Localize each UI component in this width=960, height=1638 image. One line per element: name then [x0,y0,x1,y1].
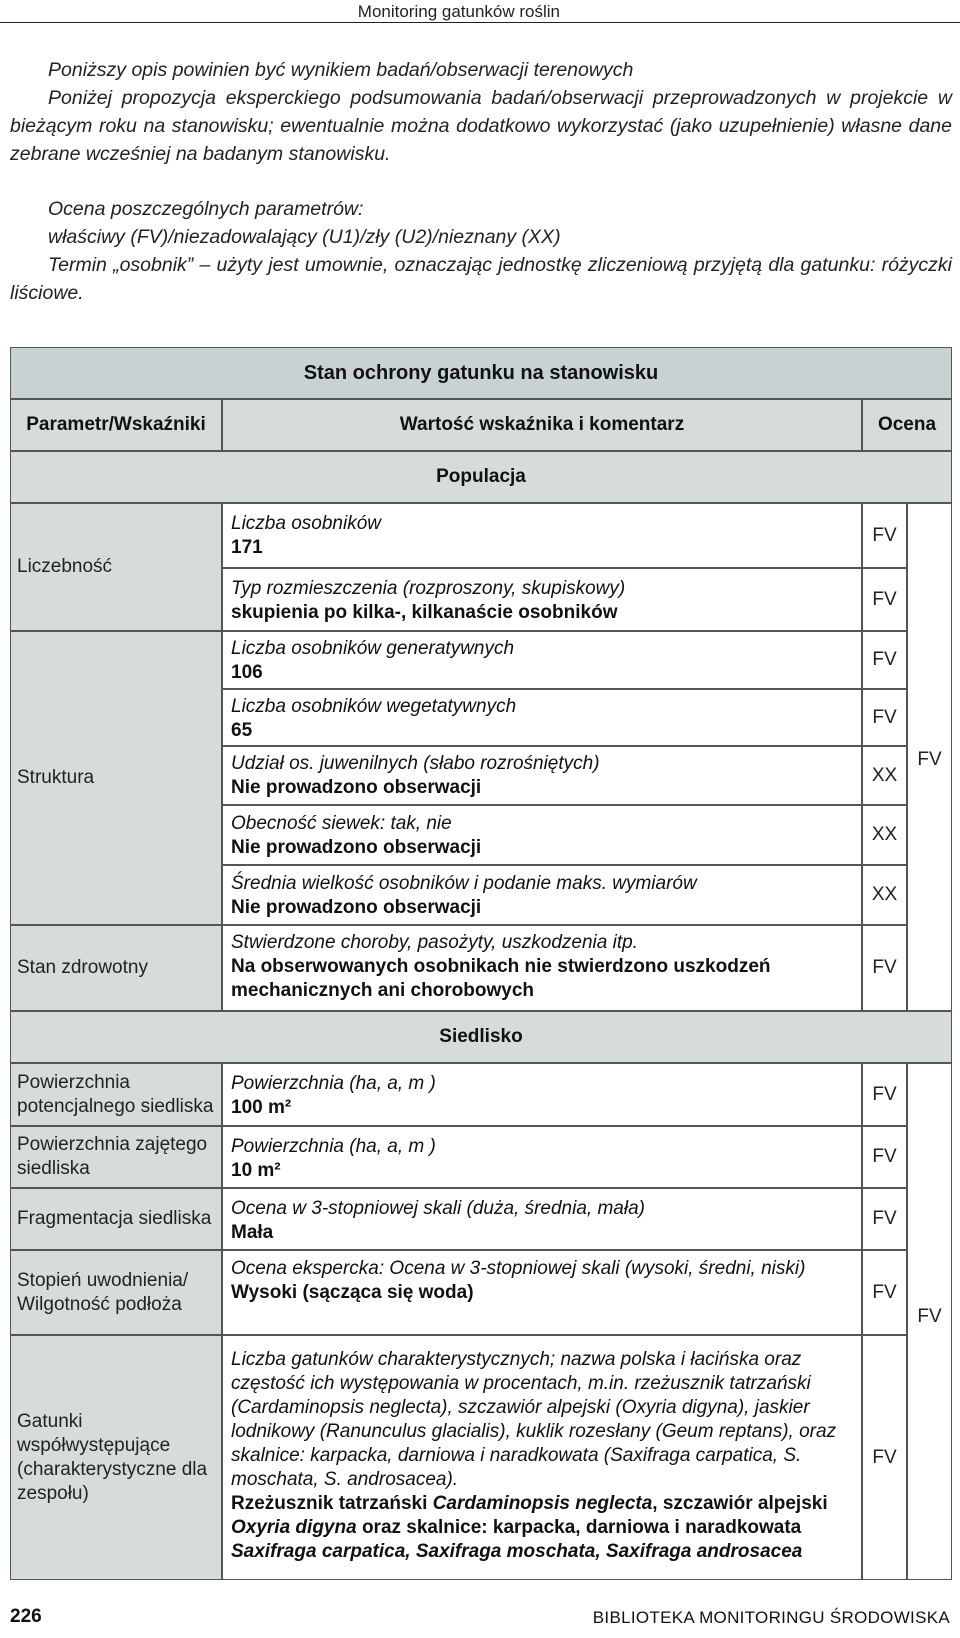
row-answer: 65 [231,720,253,741]
row-answer: Na obserwowanych osobnikach nie stwierdzono uszkodzeń mechanicznych ani chorobowych [231,956,771,1001]
grade-cell: FV [862,568,907,631]
row-answer: Wysoki (sącząca się woda) [231,1282,474,1303]
col-header-value: Wartość wskaźnika i komentarz [222,399,862,451]
row-question: Ocena ekspercka: Ocena w 3-stopniowej skali (wysoki, średni, niski) [231,1258,806,1279]
row-answer: 10 m² [231,1160,281,1181]
row-question: Liczba osobników wegetatywnych [231,696,517,717]
param-fragmentacja: Fragmentacja siedliska [10,1188,222,1250]
param-gatunki: Gatunki współwystępujące (charakterystyczne dla zespołu) [10,1335,222,1580]
grade-cell: FV [862,631,907,689]
intro-line-3: Ocena poszczególnych parametrów: [48,198,364,220]
page-number: 226 [10,1606,42,1627]
row-answer: Rzeżusznik tatrzański Cardaminopsis neglecta, szczawiór alpejski Oxyria digyna oraz skalnice: karpacka, darniowa i naradkowata Saxifraga carpatica, Saxifraga moschata, Saxifraga androsacea [231,1493,828,1562]
row-answer: Nie prowadzono obserwacji [231,837,482,858]
table-row [222,503,862,568]
grade-cell: XX [862,805,907,865]
section-populacja: Populacja [10,451,952,503]
overall-grade-siedlisko: FV [907,1063,952,1580]
table-row [222,568,862,631]
col-header-param: Parametr/Wskaźniki [10,399,222,451]
grade-cell: XX [862,746,907,805]
grade-cell: FV [862,1063,907,1126]
table-title: Stan ochrony gatunku na stanowisku [10,347,952,399]
table-row [222,631,862,689]
table-row [222,1335,862,1580]
grade-cell: FV [862,503,907,568]
row-question: Średnia wielkość osobników i podanie maks. wymiarów [231,873,697,894]
running-header [0,0,960,23]
param-liczebnosc: Liczebność [10,503,222,631]
param-stan-zdrowotny: Stan zdrowotny [10,925,222,1011]
intro-block [10,56,952,168]
intro-block-2 [10,195,952,307]
grade-cell: FV [862,925,907,1011]
intro-line-4: właściwy (FV)/niezadowalający (U1)/zły (U2)/nieznany (XX) [48,226,561,248]
row-question: Stwierdzone choroby, pasożyty, uszkodzenia itp. [231,932,638,953]
intro-line-1: Poniższy opis powinien być wynikiem badań/obserwacji terenowych [48,59,634,81]
table-row [222,805,862,865]
row-question: Ocena w 3-stopniowej skali (duża, średnia, mała) [231,1198,645,1219]
row-answer: Mała [231,1222,274,1243]
table-row [222,925,862,1011]
row-question: Typ rozmieszczenia (rozproszony, skupiskowy) [231,578,626,599]
row-answer: 106 [231,662,263,683]
grade-cell: FV [862,1188,907,1250]
table-row [222,1250,862,1335]
intro-line-2: Poniżej propozycja eksperckiego podsumowania badań/obserwacji przeprowadzonych w projekcie w bieżącym roku na stanowisku; ewentualnie można dodatkowo wykorzystać (jako uzupełnienie) własne dane zebrane wcześniej na badanym stanowisku. [10,87,952,165]
grade-cell: XX [862,865,907,925]
param-powierzchnia-potencjalnego: Powierzchnia potencjalnego siedliska [10,1063,222,1126]
grade-cell: FV [862,1126,907,1188]
row-answer: skupienia po kilka-, kilkanaście osobników [231,602,618,623]
grade-cell: FV [862,1250,907,1335]
param-powierzchnia-zajetego: Powierzchnia zajętego siedliska [10,1126,222,1188]
table-row [222,1126,862,1188]
param-stopien-uwodnienia: Stopień uwodnienia/ Wilgotność podłoża [10,1250,222,1335]
row-answer: 171 [231,537,263,558]
row-answer: 100 m² [231,1097,292,1118]
row-question: Udział os. juwenilnych (słabo rozrośniętych) [231,753,600,774]
table-row [222,1188,862,1250]
grade-cell: FV [862,689,907,746]
overall-grade-populacja: FV [907,503,952,1011]
col-header-grade: Ocena [862,399,952,451]
table-row [222,746,862,805]
param-struktura: Struktura [10,631,222,925]
grade-cell: FV [862,1335,907,1580]
row-question: Liczba gatunków charakterystycznych; nazwa polska i łacińska oraz częstość ich występowania w procentach, m.in. rzeżusznik tatrzański (Cardaminopsis neglecta), szczawiór alpejski (Oxyria digyna), jaskier lodnikowy (Ranunculus glacialis), kuklik rozesłany (Geum reptans), oraz skalnice: karpacka, darniowa i naradkowata (Saxifraga carpatica, S. moschata, S. androsacea). [231,1349,837,1490]
publisher-name: BIBLIOTEKA MONITORINGU ŚRODOWISKA [592,1608,950,1627]
row-answer: Nie prowadzono obserwacji [231,897,482,918]
section-siedlisko: Siedlisko [10,1011,952,1063]
table-row [222,1063,862,1126]
table-row [222,865,862,925]
row-answer: Nie prowadzono obserwacji [231,777,482,798]
row-question: Liczba osobników [231,513,381,534]
row-question: Powierzchnia (ha, a, m ) [231,1073,436,1094]
intro-line-5: Termin „osobnik” – użyty jest umownie, oznaczając jednostkę zliczeniową przyjętą dla gatunku: różyczki liściowe. [10,254,952,304]
row-question: Obecność siewek: tak, nie [231,813,452,834]
table-row [222,689,862,746]
row-question: Liczba osobników generatywnych [231,638,515,659]
row-question: Powierzchnia (ha, a, m ) [231,1136,436,1157]
running-header-title: Monitoring gatunków roślin [357,2,560,21]
